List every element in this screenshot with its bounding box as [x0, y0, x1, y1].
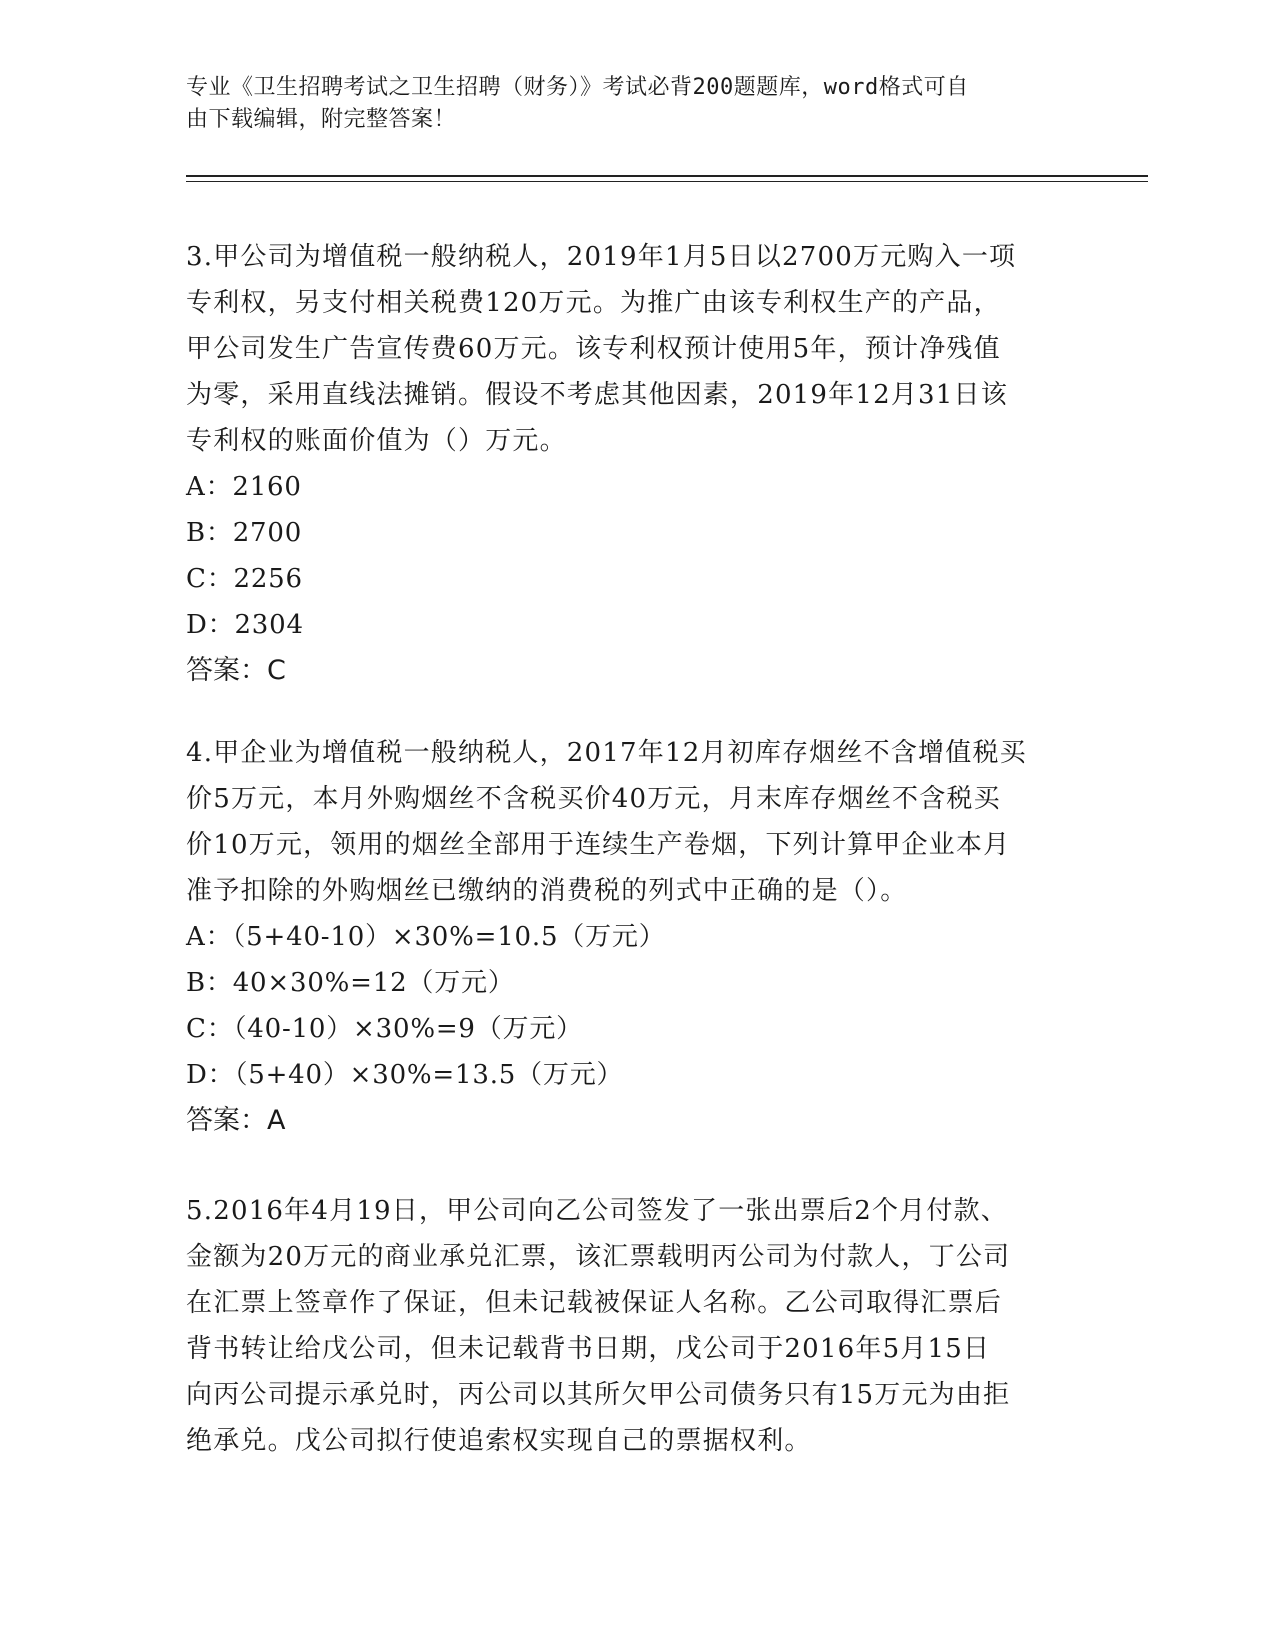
question-3 — [186, 234, 1066, 694]
option-d: D：2304 — [186, 610, 304, 640]
option-c: C：2256 — [186, 564, 303, 594]
option-c: C：（40-10）×30%=9（万元） — [186, 1014, 583, 1044]
header-divider-thin — [186, 181, 1148, 182]
question-stem-line: 5.2016年4月19日，甲公司向乙公司签发了一张出票后2个月付款、 — [186, 1196, 1008, 1226]
option-a: A：（5+40-10）×30%=10.5（万元） — [186, 922, 666, 952]
question-stem-line: 背书转让给戊公司，但未记载背书日期，戊公司于2016年5月15日 — [186, 1334, 991, 1364]
option-b: B：40×30%=12（万元） — [186, 968, 515, 998]
question-stem-line: 甲公司发生广告宣传费60万元。该专利权预计使用5年，预计净残值 — [186, 334, 1001, 364]
question-4 — [186, 730, 1066, 1144]
question-stem-line: 价5万元，本月外购烟丝不含税买价40万元，月末库存烟丝不含税买 — [186, 784, 1001, 814]
question-stem-line: 在汇票上签章作了保证，但未记载被保证人名称。乙公司取得汇票后 — [186, 1288, 1003, 1318]
answer-line: 答案：A — [186, 1105, 286, 1136]
question-stem-line: 绝承兑。戊公司拟行使追索权实现自己的票据权利。 — [186, 1426, 812, 1456]
question-stem-line: 向丙公司提示承兑时，丙公司以其所欠甲公司债务只有15万元为由拒 — [186, 1380, 1011, 1410]
question-5 — [186, 1188, 1066, 1464]
question-stem-line: 4.甲企业为增值税一般纳税人，2017年12月初库存烟丝不含增值税买 — [186, 738, 1027, 768]
header-divider-thick — [186, 175, 1148, 177]
question-stem-line: 为零，采用直线法摊销。假设不考虑其他因素，2019年12月31日该 — [186, 380, 1008, 410]
document-header — [186, 72, 1066, 136]
question-stem-line: 专利权的账面价值为（）万元。 — [186, 426, 567, 456]
question-stem-line: 价10万元，领用的烟丝全部用于连续生产卷烟，下列计算甲企业本月 — [186, 830, 1011, 860]
header-line-2: 由下载编辑，附完整答案！ — [186, 107, 457, 132]
header-line-1: 专业《卫生招聘考试之卫生招聘（财务）》考试必背200题题库，word格式可自 — [186, 75, 969, 100]
answer-line: 答案：C — [186, 655, 286, 686]
question-stem-line: 专利权，另支付相关税费120万元。为推广由该专利权生产的产品， — [186, 288, 1001, 318]
option-d: D：（5+40）×30%=13.5（万元） — [186, 1060, 624, 1090]
option-a: A：2160 — [186, 472, 302, 502]
question-stem-line: 金额为20万元的商业承兑汇票，该汇票载明丙公司为付款人，丁公司 — [186, 1242, 1011, 1272]
question-stem-line: 准予扣除的外购烟丝已缴纳的消费税的列式中正确的是（）。 — [186, 876, 908, 906]
option-b: B：2700 — [186, 518, 303, 548]
question-stem-line: 3.甲公司为增值税一般纳税人，2019年1月5日以2700万元购入一项 — [186, 242, 1017, 272]
